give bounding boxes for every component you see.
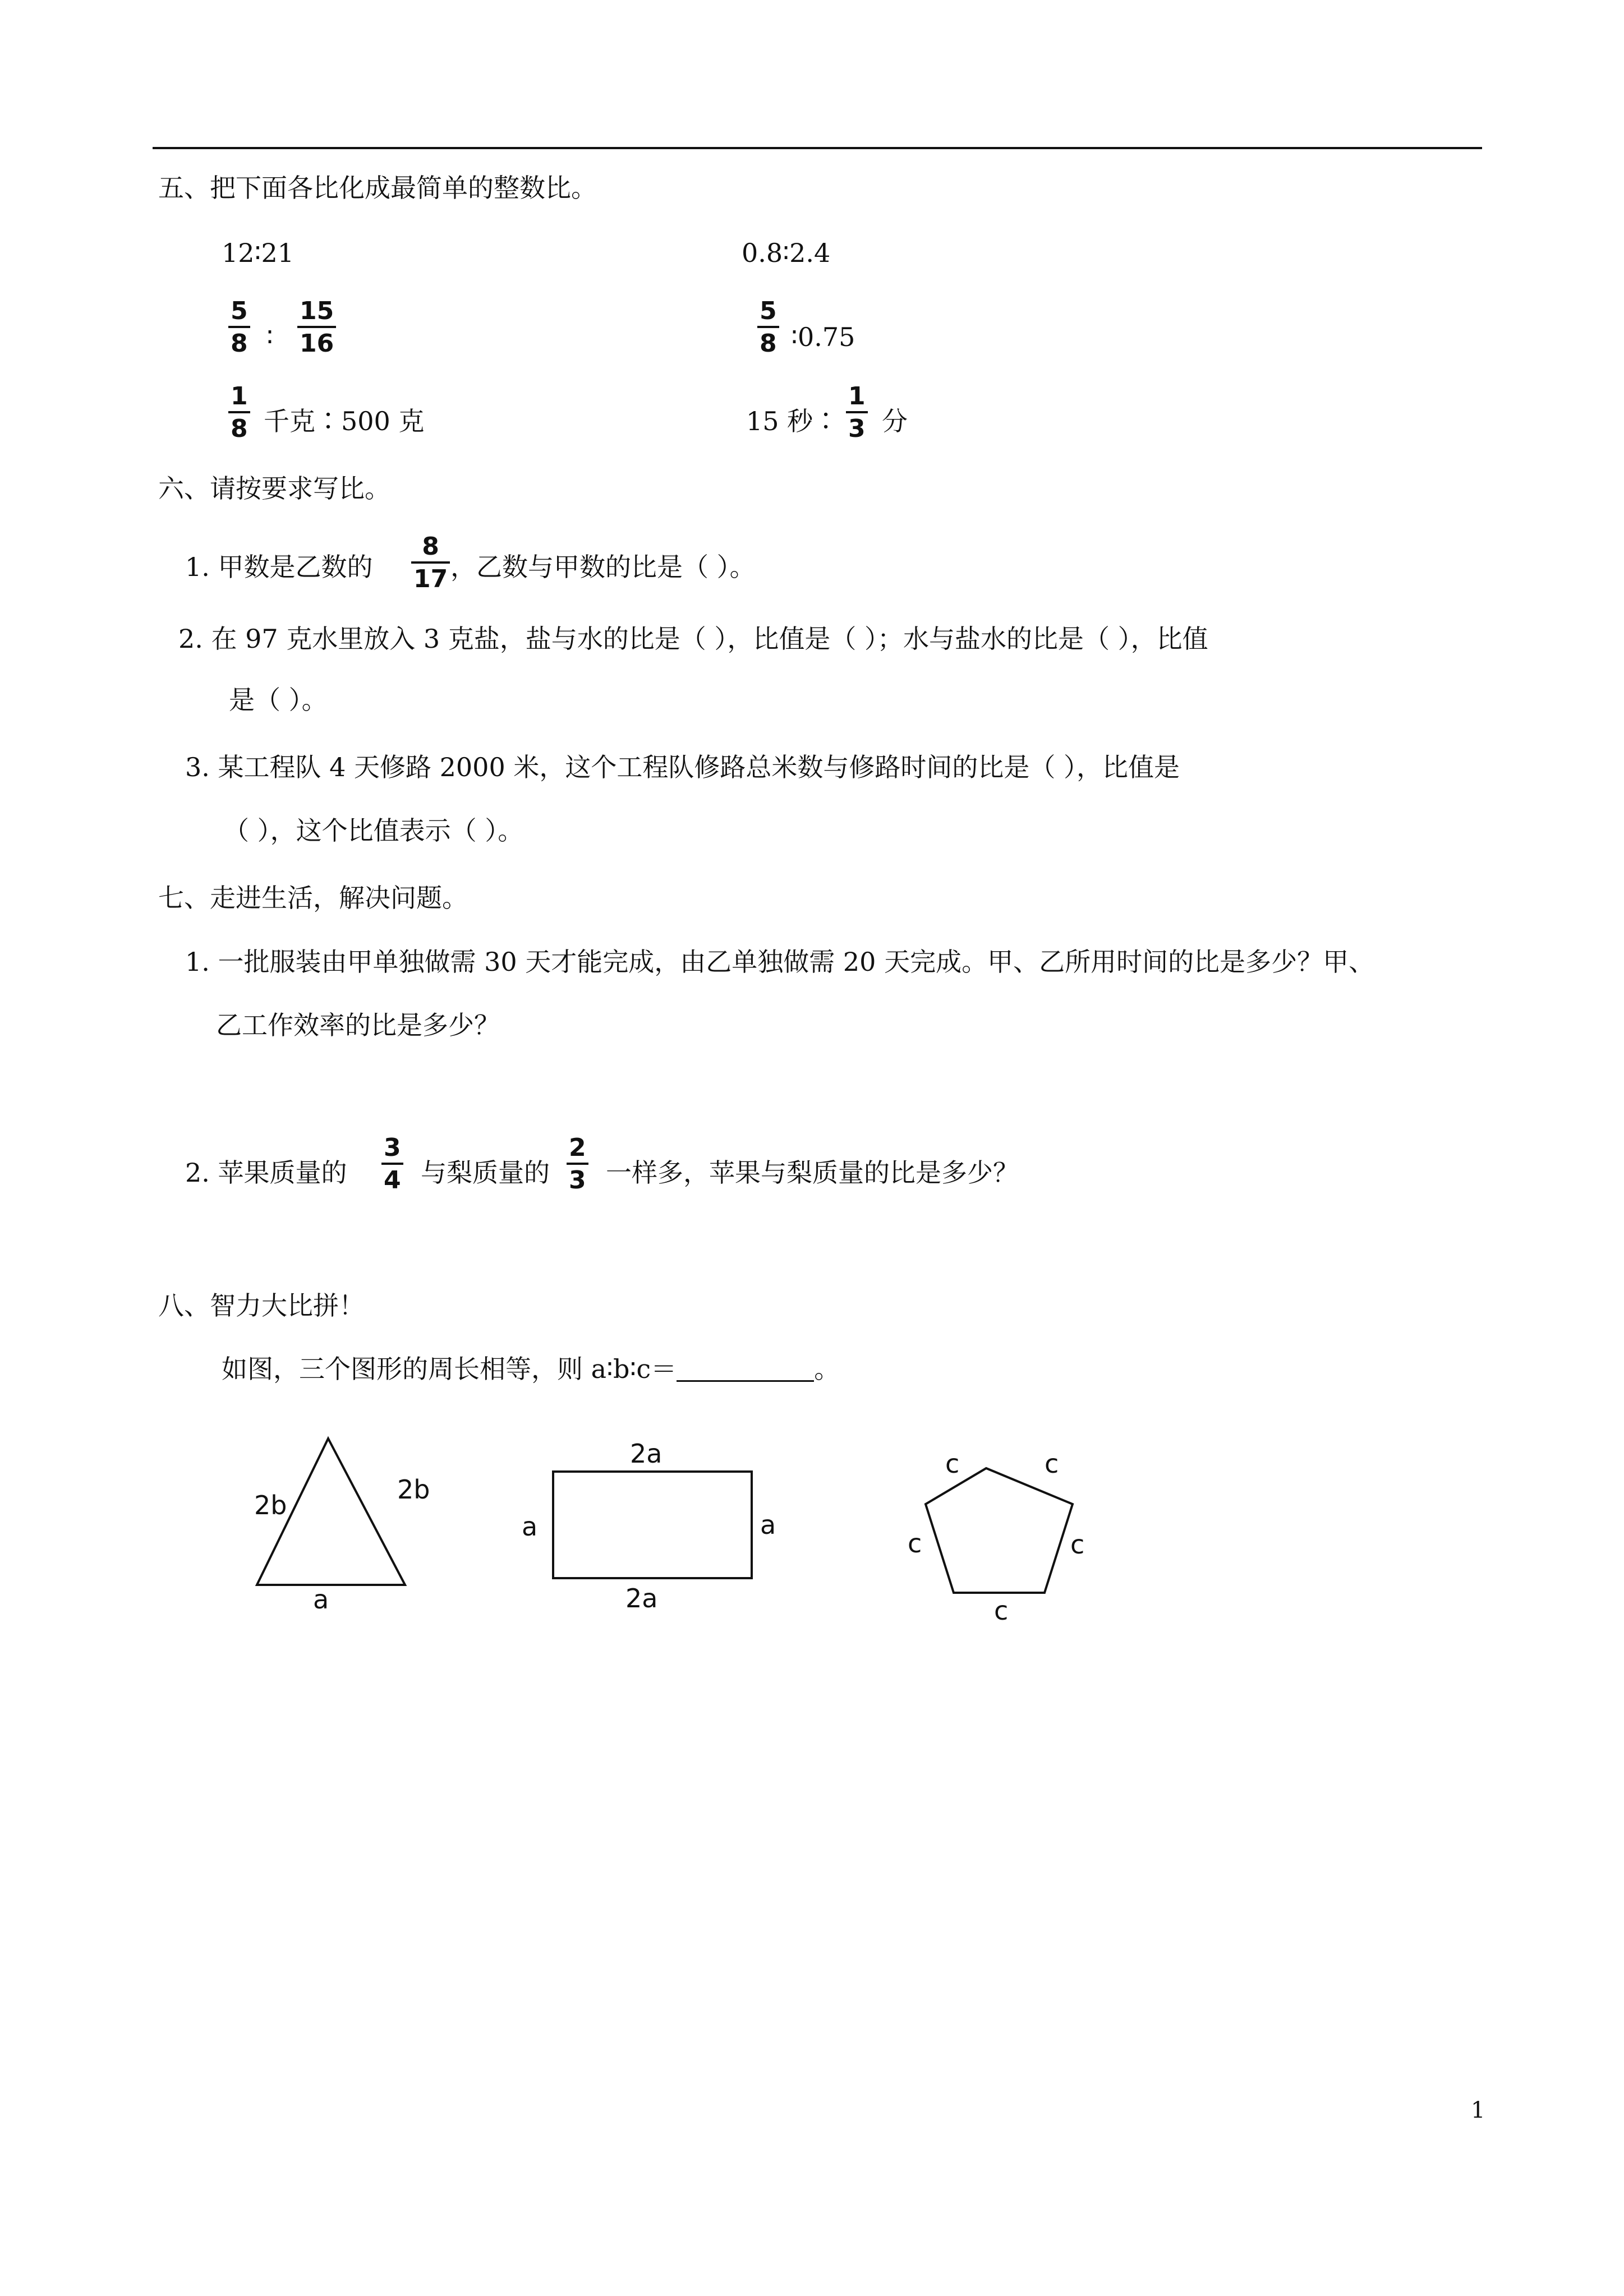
q7-1-line-2: 乙工作效率的比是多少？ [216, 1010, 500, 1040]
section-5-title: 五、把下面各比化成最简单的整数比。 [158, 173, 597, 203]
ratio-item-2: 0.8∶2.4 [742, 238, 831, 268]
ratio-item-6-pre: 15 秒∶ [746, 406, 839, 436]
section-8-title: 八、智力大比拼！ [158, 1290, 365, 1321]
perimeter-prompt-end: 。 [814, 1354, 840, 1384]
ratio-item-3-fraction-1: 5 8 [228, 299, 250, 356]
q6-1-post: ，乙数与甲数的比是（ ）。 [450, 552, 756, 582]
q6-2-line-2: 是（ ）。 [229, 685, 328, 715]
rectangle-shape [553, 1472, 752, 1578]
pentagon-top-left-label: c [945, 1449, 960, 1479]
q6-3-line-1: 3. 某工程队 4 天修路 2000 米，这个工程队修路总米数与修路时间的比是（ ），比值是 [185, 752, 1180, 782]
ratio-item-4-rest: ∶0.75 [791, 322, 855, 352]
triangle-bottom-label: a [313, 1584, 329, 1615]
perimeter-prompt-text: 如图，三个图形的周长相等，则 a∶b∶c＝ [222, 1354, 677, 1384]
section-7-title: 七、走进生活，解决问题。 [158, 883, 468, 913]
ratio-item-5-fraction: 1 8 [228, 384, 250, 441]
ratio-item-5-rest: 千克∶500 克 [264, 406, 425, 436]
q6-2-line-1: 2. 在 97 克水里放入 3 克盐，盐与水的比是（ ），比值是（ ）；水与盐水的比是（ ），比值 [178, 624, 1208, 654]
q7-1-line-1: 1. 一批服装由甲单独做需 30 天才能完成，由乙单独做需 20 天完成。甲、乙所用时间的比是多少？甲、 [185, 947, 1375, 977]
ratio-item-4-fraction: 5 8 [757, 299, 779, 356]
triangle-figure [254, 1439, 430, 1615]
triangle-right-label: 2b [397, 1474, 430, 1505]
ratio-item-1: 12∶21 [222, 238, 295, 268]
q6-3-line-2: （ ），这个比值表示（ ）。 [223, 815, 524, 846]
pentagon-top-right-label: c [1045, 1449, 1059, 1479]
q6-1-fraction: 8 17 [411, 534, 450, 592]
rectangle-right-label: a [760, 1510, 776, 1540]
pentagon-bottom-label: c [994, 1596, 1009, 1626]
pentagon-figure [908, 1449, 1084, 1626]
ratio-item-6-post: 分 [882, 406, 908, 436]
ratio-item-3-separator: ∶ [266, 322, 273, 352]
q7-2-pre: 2. 苹果质量的 [185, 1158, 347, 1188]
q6-1-pre: 1. 甲数是乙数的 [185, 552, 373, 582]
q7-2-fraction-2: 2 3 [567, 1136, 588, 1193]
q7-2-mid: 与梨质量的 [421, 1158, 550, 1188]
pentagon-left-label: c [908, 1528, 922, 1559]
section-6-title: 六、请按要求写比。 [158, 473, 390, 504]
ratio-item-3-fraction-2: 15 16 [297, 299, 336, 356]
rectangle-figure [522, 1439, 776, 1613]
q7-2-post: 一样多，苹果与梨质量的比是多少？ [606, 1158, 1019, 1188]
page-number: 1 [1471, 2097, 1485, 2123]
rectangle-left-label: a [522, 1511, 538, 1542]
triangle-left-label: 2b [254, 1490, 287, 1520]
q7-2-fraction-1: 3 4 [381, 1136, 403, 1193]
rectangle-top-label: 2a [630, 1439, 663, 1469]
ratio-item-6-fraction: 1 3 [846, 384, 868, 441]
pentagon-right-label: c [1070, 1529, 1085, 1560]
pentagon-shape [926, 1468, 1073, 1593]
rectangle-bottom-label: 2a [625, 1583, 658, 1613]
